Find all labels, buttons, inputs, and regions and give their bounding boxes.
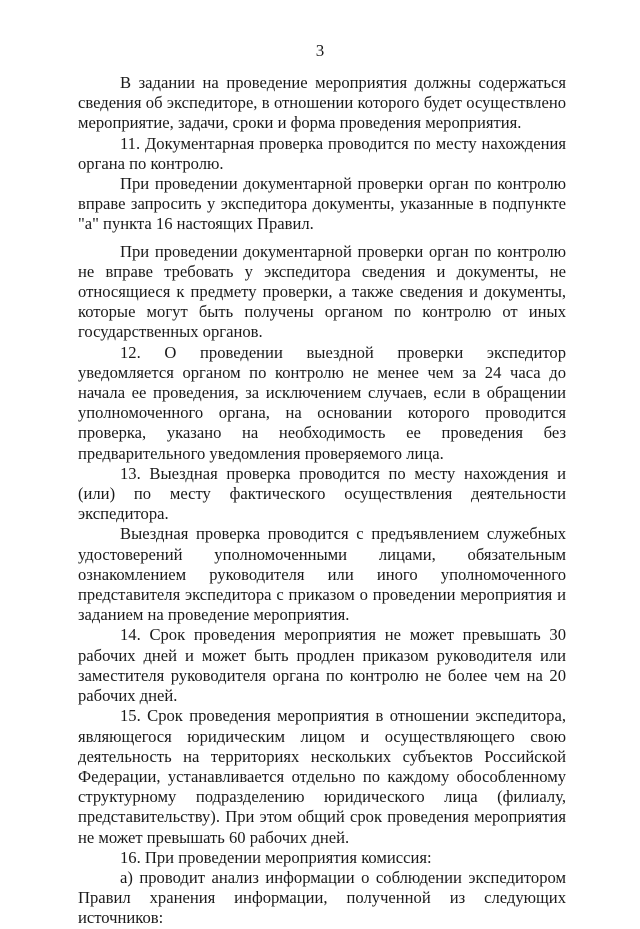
paragraph-request-restrictions: При проведении документарной проверки орган по контролю не вправе требовать у экспедитора сведения и документы, не относящиеся к предмету проверки, а также сведения и документы, которые могут быть получены органом по контролю от иных государственных органов.	[78, 241, 566, 342]
paragraph-16a-analysis: а) проводит анализ информации о соблюдении экспедитором Правил хранения информации, полученной из следующих источников:	[78, 867, 566, 928]
paragraph-16-commission: 16. При проведении мероприятия комиссия:	[120, 847, 432, 867]
paragraph-assignment-content: В задании на проведение мероприятия должны содержаться сведения об экспедиторе, в отношении которого будет осуществлено мероприятие, задачи, сроки и форма проведения мероприятия.	[78, 73, 566, 133]
document-body	[78, 73, 566, 929]
paragraph-document-request: При проведении документарной проверки орган по контролю вправе запросить у экспедитора документы, указанные в подпункте "а" пункта 16 настоящих Правил.	[78, 174, 566, 234]
paragraph-11-documentary-check: 11. Документарная проверка проводится по месту нахождения органа по контролю.	[78, 133, 566, 173]
paragraph-12-onsite-notice: 12. О проведении выездной проверки экспедитор уведомляется органом по контролю не менее чем за 24 часа до начала ее проведения, за исключением случаев, если в обращении уполномоченного органа, на основании которого проводится проверка, указано на необходимость ее проведения без предварительного уведомления проверяемого лица.	[78, 342, 566, 463]
paragraph-15-branch-duration: 15. Срок проведения мероприятия в отношении экспедитора, являющегося юридическим лицом и осуществляющего свою деятельность на территориях нескольких субъектов Российской Федерации, устанавливается отдельно по каждому обособленному структурному подразделению юридического лица (филиалу, представительству). При этом общий срок проведения мероприятия не может превышать 60 рабочих дней.	[78, 706, 566, 847]
page-number: 3	[315, 41, 325, 60]
paragraph-onsite-procedure: Выездная проверка проводится с предъявлением служебных удостоверений уполномоченными лицами, обязательным ознакомлением руководителя или иного уполномоченного представителя экспедитора с приказом о проведении мероприятия и заданием на проведение мероприятия.	[78, 524, 566, 625]
paragraph-13-onsite-location: 13. Выездная проверка проводится по месту нахождения и (или) по месту фактического осуществления деятельности экспедитора.	[78, 463, 566, 524]
paragraph-14-duration: 14. Срок проведения мероприятия не может превышать 30 рабочих дней и может быть продлен приказом руководителя или заместителя руководителя органа по контролю не более чем на 20 рабочих дней.	[78, 625, 566, 706]
